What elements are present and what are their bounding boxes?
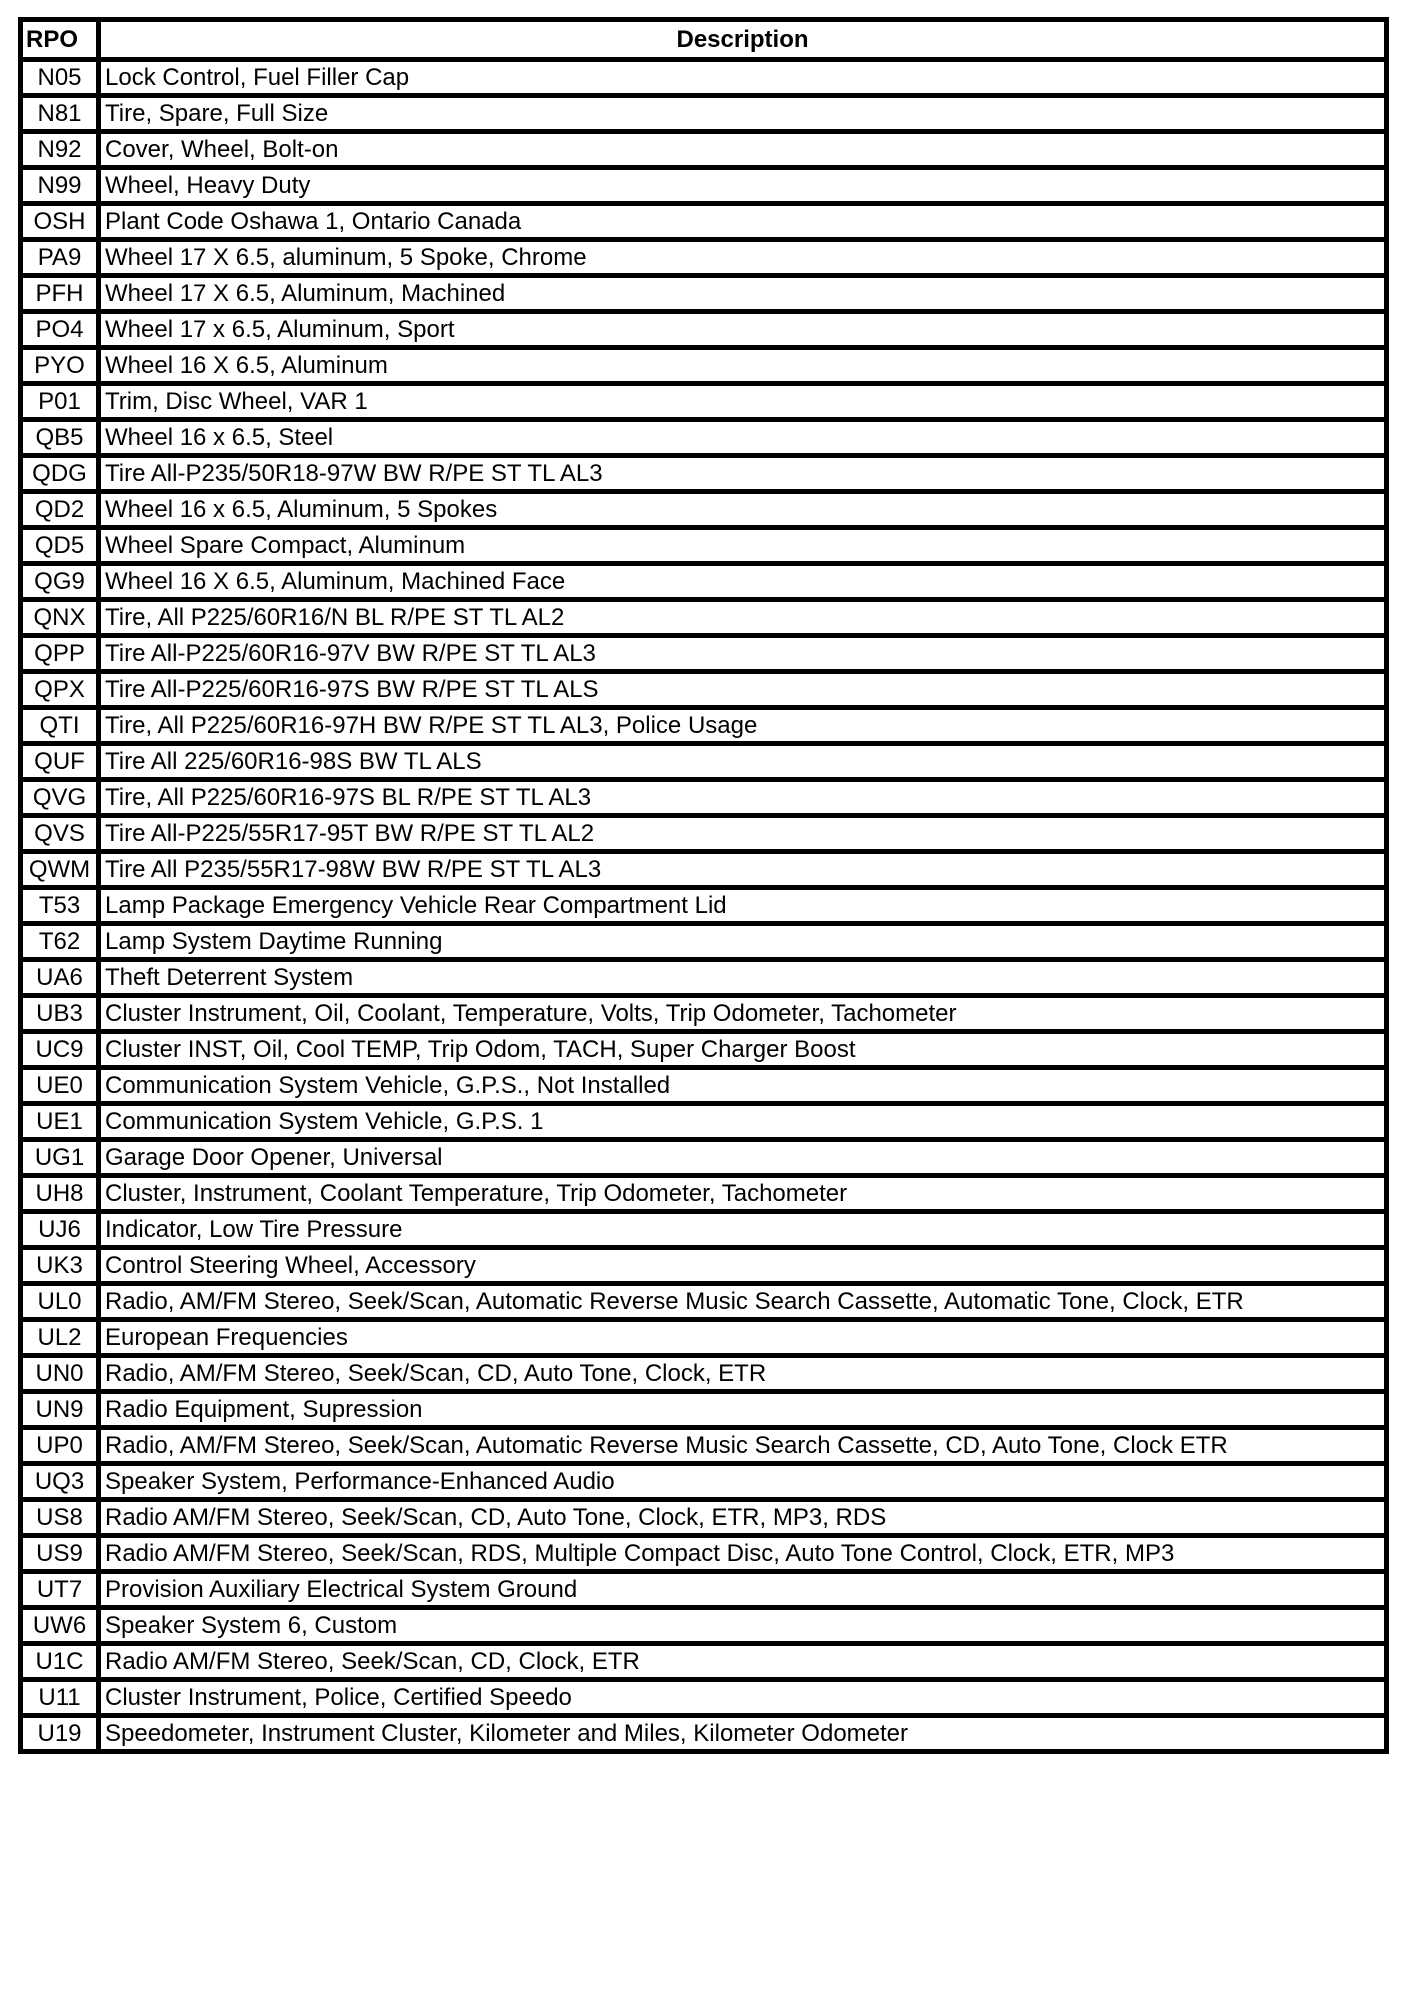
rpo-description: Control Steering Wheel, Accessory (99, 1248, 1387, 1284)
rpo-description: Speaker System 6, Custom (99, 1608, 1387, 1644)
rpo-code: QWM (21, 852, 99, 888)
rpo-description: Wheel Spare Compact, Aluminum (99, 528, 1387, 564)
table-row (21, 60, 1387, 96)
table-row (21, 132, 1387, 168)
rpo-code: QPP (21, 636, 99, 672)
rpo-description: Wheel 17 x 6.5, Aluminum, Sport (99, 312, 1387, 348)
rpo-code: QTI (21, 708, 99, 744)
table-header-row (21, 20, 1387, 60)
table-row (21, 888, 1387, 924)
rpo-code: QNX (21, 600, 99, 636)
table-row (21, 240, 1387, 276)
table-row (21, 1032, 1387, 1068)
table-row (21, 816, 1387, 852)
rpo-code: PYO (21, 348, 99, 384)
rpo-code: QG9 (21, 564, 99, 600)
rpo-code: UP0 (21, 1428, 99, 1464)
table-row (21, 1140, 1387, 1176)
rpo-code: QVS (21, 816, 99, 852)
rpo-code: N99 (21, 168, 99, 204)
rpo-description: Communication System Vehicle, G.P.S. 1 (99, 1104, 1387, 1140)
rpo-description: Theft Deterrent System (99, 960, 1387, 996)
header-description: Description (99, 20, 1387, 60)
rpo-description: Cover, Wheel, Bolt-on (99, 132, 1387, 168)
rpo-code: U11 (21, 1680, 99, 1716)
table-row (21, 1392, 1387, 1428)
header-rpo: RPO (21, 20, 99, 60)
table-row (21, 1356, 1387, 1392)
rpo-description: Tire All-P225/55R17-95T BW R/PE ST TL AL2 (99, 816, 1387, 852)
rpo-description: Wheel 16 x 6.5, Aluminum, 5 Spokes (99, 492, 1387, 528)
rpo-description: Wheel, Heavy Duty (99, 168, 1387, 204)
table-row (21, 852, 1387, 888)
rpo-description: Tire, All P225/60R16-97H BW R/PE ST TL AL3, Police Usage (99, 708, 1387, 744)
rpo-code: UH8 (21, 1176, 99, 1212)
rpo-code: UG1 (21, 1140, 99, 1176)
rpo-code: UE1 (21, 1104, 99, 1140)
rpo-description: Wheel 16 X 6.5, Aluminum (99, 348, 1387, 384)
table-row (21, 960, 1387, 996)
rpo-code: N05 (21, 60, 99, 96)
rpo-code: N81 (21, 96, 99, 132)
rpo-code: UW6 (21, 1608, 99, 1644)
rpo-code: UE0 (21, 1068, 99, 1104)
table-row (21, 1464, 1387, 1500)
rpo-code: UC9 (21, 1032, 99, 1068)
table-row (21, 1608, 1387, 1644)
table-row (21, 708, 1387, 744)
rpo-description: Radio Equipment, Supression (99, 1392, 1387, 1428)
table-row (21, 456, 1387, 492)
rpo-code: U19 (21, 1716, 99, 1752)
rpo-code: OSH (21, 204, 99, 240)
rpo-description: Tire All-P235/50R18-97W BW R/PE ST TL AL3 (99, 456, 1387, 492)
rpo-code: P01 (21, 384, 99, 420)
rpo-code: QVG (21, 780, 99, 816)
rpo-description: Tire All 225/60R16-98S BW TL ALS (99, 744, 1387, 780)
rpo-code: UL2 (21, 1320, 99, 1356)
rpo-code: UA6 (21, 960, 99, 996)
rpo-code: QD2 (21, 492, 99, 528)
table-row (21, 312, 1387, 348)
table-row (21, 1176, 1387, 1212)
rpo-description: Garage Door Opener, Universal (99, 1140, 1387, 1176)
rpo-code: UL0 (21, 1284, 99, 1320)
rpo-description: Speedometer, Instrument Cluster, Kilometer and Miles, Kilometer Odometer (99, 1716, 1387, 1752)
rpo-code: QD5 (21, 528, 99, 564)
rpo-description: Tire, All P225/60R16/N BL R/PE ST TL AL2 (99, 600, 1387, 636)
rpo-description: Tire All-P225/60R16-97S BW R/PE ST TL ALS (99, 672, 1387, 708)
rpo-code: QDG (21, 456, 99, 492)
table-row (21, 1572, 1387, 1608)
table-row (21, 780, 1387, 816)
table-row (21, 528, 1387, 564)
table-row (21, 924, 1387, 960)
rpo-code: PA9 (21, 240, 99, 276)
rpo-description: Radio AM/FM Stereo, Seek/Scan, RDS, Multiple Compact Disc, Auto Tone Control, Clock, ETR, MP3 (99, 1536, 1387, 1572)
table-row (21, 168, 1387, 204)
rpo-table (18, 17, 1389, 1754)
table-row (21, 672, 1387, 708)
table-row (21, 1320, 1387, 1356)
table-row (21, 1536, 1387, 1572)
rpo-description: Cluster Instrument, Police, Certified Speedo (99, 1680, 1387, 1716)
table-row (21, 348, 1387, 384)
rpo-description: Cluster Instrument, Oil, Coolant, Temperature, Volts, Trip Odometer, Tachometer (99, 996, 1387, 1032)
rpo-description: European Frequencies (99, 1320, 1387, 1356)
rpo-description: Provision Auxiliary Electrical System Ground (99, 1572, 1387, 1608)
rpo-description: Speaker System, Performance-Enhanced Audio (99, 1464, 1387, 1500)
rpo-description: Communication System Vehicle, G.P.S., Not Installed (99, 1068, 1387, 1104)
table-row (21, 996, 1387, 1032)
table-row (21, 492, 1387, 528)
rpo-code: QUF (21, 744, 99, 780)
rpo-description: Indicator, Low Tire Pressure (99, 1212, 1387, 1248)
table-row (21, 1212, 1387, 1248)
rpo-description: Cluster INST, Oil, Cool TEMP, Trip Odom, TACH, Super Charger Boost (99, 1032, 1387, 1068)
table-row (21, 420, 1387, 456)
table-row (21, 1716, 1387, 1752)
rpo-description: Wheel 16 X 6.5, Aluminum, Machined Face (99, 564, 1387, 600)
rpo-code: US8 (21, 1500, 99, 1536)
rpo-description: Radio, AM/FM Stereo, Seek/Scan, Automatic Reverse Music Search Cassette, Automatic Tone, Clock, ETR (99, 1284, 1387, 1320)
rpo-description: Lamp Package Emergency Vehicle Rear Compartment Lid (99, 888, 1387, 924)
rpo-code: U1C (21, 1644, 99, 1680)
rpo-description: Tire All P235/55R17-98W BW R/PE ST TL AL3 (99, 852, 1387, 888)
rpo-description: Wheel 16 x 6.5, Steel (99, 420, 1387, 456)
rpo-description: Lamp System Daytime Running (99, 924, 1387, 960)
rpo-code: UN0 (21, 1356, 99, 1392)
table-row (21, 96, 1387, 132)
rpo-code: PO4 (21, 312, 99, 348)
rpo-code: T62 (21, 924, 99, 960)
table-row (21, 1068, 1387, 1104)
table-row (21, 636, 1387, 672)
table-row (21, 1500, 1387, 1536)
table-row (21, 564, 1387, 600)
rpo-code: UK3 (21, 1248, 99, 1284)
rpo-code: UQ3 (21, 1464, 99, 1500)
rpo-code: N92 (21, 132, 99, 168)
rpo-description: Wheel 17 X 6.5, aluminum, 5 Spoke, Chrome (99, 240, 1387, 276)
table-row (21, 384, 1387, 420)
table-row (21, 1104, 1387, 1140)
rpo-description: Lock Control, Fuel Filler Cap (99, 60, 1387, 96)
rpo-description: Wheel 17 X 6.5, Aluminum, Machined (99, 276, 1387, 312)
rpo-code: QPX (21, 672, 99, 708)
rpo-description: Tire, All P225/60R16-97S BL R/PE ST TL AL3 (99, 780, 1387, 816)
table-row (21, 600, 1387, 636)
rpo-code: UJ6 (21, 1212, 99, 1248)
table-row (21, 1428, 1387, 1464)
rpo-description: Radio AM/FM Stereo, Seek/Scan, CD, Auto Tone, Clock, ETR, MP3, RDS (99, 1500, 1387, 1536)
rpo-code: UN9 (21, 1392, 99, 1428)
table-row (21, 1248, 1387, 1284)
rpo-description: Cluster, Instrument, Coolant Temperature, Trip Odometer, Tachometer (99, 1176, 1387, 1212)
rpo-description: Radio, AM/FM Stereo, Seek/Scan, CD, Auto Tone, Clock, ETR (99, 1356, 1387, 1392)
rpo-code: T53 (21, 888, 99, 924)
rpo-description: Trim, Disc Wheel, VAR 1 (99, 384, 1387, 420)
rpo-code: US9 (21, 1536, 99, 1572)
table-row (21, 204, 1387, 240)
rpo-description: Radio AM/FM Stereo, Seek/Scan, CD, Clock, ETR (99, 1644, 1387, 1680)
rpo-code: QB5 (21, 420, 99, 456)
table-body (21, 60, 1387, 1752)
rpo-code: UB3 (21, 996, 99, 1032)
table-row (21, 1680, 1387, 1716)
table-row (21, 276, 1387, 312)
rpo-description: Radio, AM/FM Stereo, Seek/Scan, Automatic Reverse Music Search Cassette, CD, Auto Tone, Clock ETR (99, 1428, 1387, 1464)
rpo-description: Tire All-P225/60R16-97V BW R/PE ST TL AL3 (99, 636, 1387, 672)
rpo-description: Tire, Spare, Full Size (99, 96, 1387, 132)
rpo-description: Plant Code Oshawa 1, Ontario Canada (99, 204, 1387, 240)
table-row (21, 1644, 1387, 1680)
rpo-code: UT7 (21, 1572, 99, 1608)
rpo-code: PFH (21, 276, 99, 312)
table-row (21, 744, 1387, 780)
table-row (21, 1284, 1387, 1320)
